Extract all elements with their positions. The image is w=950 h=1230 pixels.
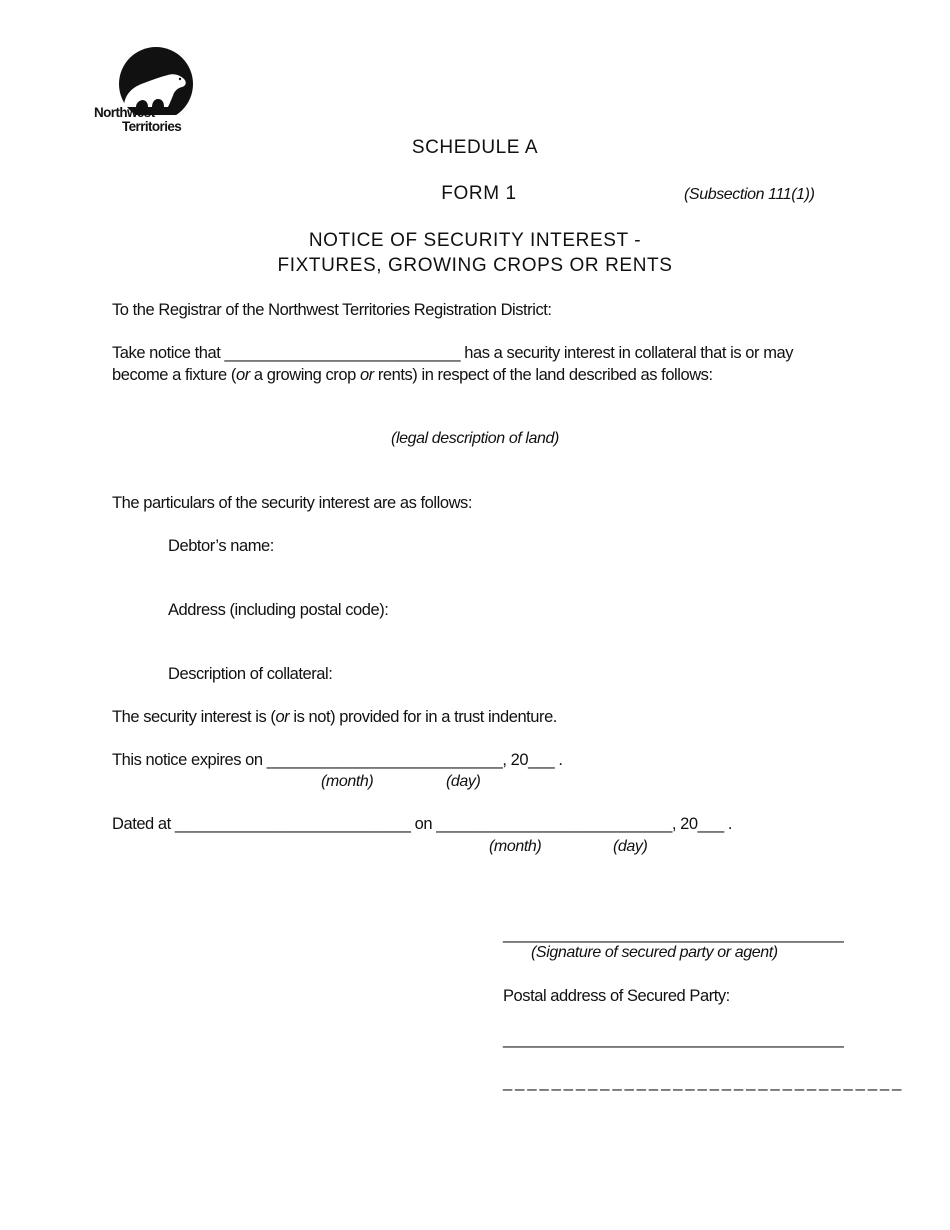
notice-line-2: [112, 366, 713, 385]
notice-line2-c: rents) in respect of the land described as follows:: [373, 366, 713, 384]
logo-text-line1: Northwest: [94, 105, 155, 120]
form-heading: FORM 1: [441, 183, 517, 204]
dated-month-caption: (month): [489, 838, 542, 855]
signature-caption: (Signature of secured party or agent): [531, 944, 778, 961]
or-word: or: [235, 366, 250, 384]
postal-address-line-2: _ _ _ _ _ _ _ _ _ _ _ _ _ _ _ _ _ _ _ _ _ _ _ _ _ _ _ _ _ _ _ _ _: [503, 1073, 901, 1091]
notice-line2-b: a growing crop: [249, 366, 360, 384]
logo-text-line2: Territories: [122, 119, 182, 134]
address-label: Address (including postal code):: [168, 601, 389, 619]
notice-line2-a: become a fixture (: [112, 366, 236, 384]
postal-address-line-1: _______________________________________: [503, 1030, 844, 1048]
legal-description-caption: (legal description of land): [391, 430, 559, 447]
trust-a: The security interest is (: [112, 708, 276, 726]
postal-address-label: Postal address of Secured Party:: [503, 987, 730, 1005]
expiry-day-caption: (day): [446, 773, 481, 790]
debtor-name-label: Debtor’s name:: [168, 537, 274, 555]
trust-b: is not) provided for in a trust indenture.: [289, 708, 557, 726]
particulars-heading: The particulars of the security interest are as follows:: [112, 494, 472, 512]
notice-suffix: has a security interest in collateral that is or may: [460, 344, 794, 362]
expiry-month-caption: (month): [321, 773, 374, 790]
title-line-2: FIXTURES, GROWING CROPS OR RENTS: [277, 255, 673, 276]
collateral-label: Description of collateral:: [168, 665, 333, 683]
dated-line: Dated at ___________________________ on ___________________________, 20___ .: [112, 815, 733, 833]
title-line-1: NOTICE OF SECURITY INTEREST -: [308, 230, 642, 251]
or-word: or: [359, 366, 374, 384]
trust-indenture-line: [112, 708, 557, 727]
notice-prefix: Take notice that: [112, 344, 225, 362]
signature-line: _______________________________________: [503, 925, 844, 943]
addressee-line: To the Registrar of the Northwest Territories Registration District:: [112, 301, 552, 319]
schedule-heading: SCHEDULE A: [411, 137, 539, 158]
or-word: or: [275, 708, 290, 726]
dated-day-caption: (day): [613, 838, 648, 855]
expiry-line: This notice expires on ___________________________, 20___ .: [112, 751, 563, 769]
subsection-reference: (Subsection 111(1)): [684, 186, 815, 203]
notice-line-1: [112, 344, 793, 363]
nwt-logo: [94, 45, 194, 135]
secured-party-blank: ___________________________: [224, 344, 461, 362]
